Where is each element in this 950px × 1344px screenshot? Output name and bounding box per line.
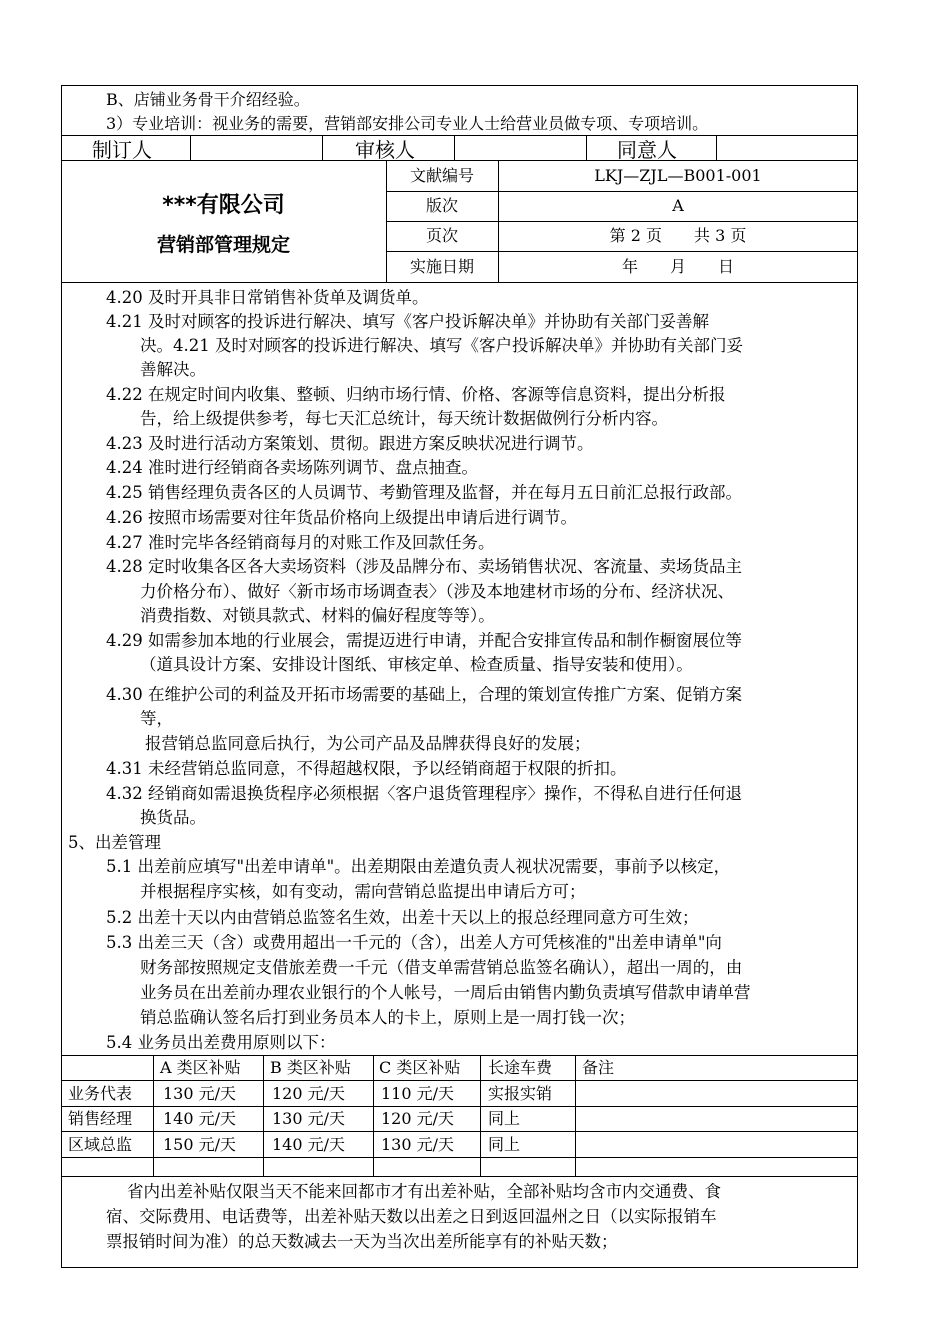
page-label: 页次 [425,226,458,245]
table-cell: 同上 [488,1109,521,1128]
body-line: 5.1 出差前应填写"出差申请单"。出差期限由差遣负责人视状况需要，事前予以核定， [106,857,731,876]
divider [61,1176,858,1177]
divider [454,135,455,160]
body-line: 4.24 准时进行经销商各卖场陈列调节、盘点抽查。 [106,458,478,477]
divider [190,135,191,160]
body-line: 5.4 业务员出差费用原则以下： [106,1033,336,1052]
body-line: 4.23 及时进行活动方案策划、贯彻。跟进方案反映状况进行调节。 [106,434,594,453]
body-line: 财务部按照规定支借旅差费一千元（借支单需营销总监签名确认），超出一周的，由 [140,958,743,977]
section-heading: 5、出差管理 [68,833,161,852]
divider [322,135,323,160]
body-line: 并根据程序实核，如有变动，需向营销总监提出申请后方可； [140,882,586,901]
divider [716,135,717,160]
divider [386,191,858,192]
document-title: 营销部管理规定 [156,234,290,256]
divider [263,1055,264,1176]
table-cell: 130 元/天 [163,1084,237,1103]
divider [153,1055,154,1176]
version-value: A [672,196,684,215]
footer-line: 省内出差补贴仅限当天不能来回都市才有出差补贴，全部补贴均含市内交通费、食 [127,1182,721,1201]
body-line: 业务员在出差前办理农业银行的个人帐号，一周后由销售内勤负责填写借款申请单营 [140,983,751,1002]
body-line: 4.26 按照市场需要对往年货品价格向上级提出申请后进行调节。 [106,508,577,527]
divider [61,1157,858,1158]
table-cell: 110 元/天 [381,1084,455,1103]
table-cell: 130 元/天 [381,1135,455,1154]
divider [575,1055,576,1176]
table-cell: 150 元/天 [163,1135,237,1154]
body-line: 报营销总监同意后执行，为公司产品及品牌获得良好的发展； [145,734,591,753]
divider [373,1055,374,1176]
table-cell: 业务代表 [68,1084,133,1103]
body-line: 4.27 准时完毕各经销商每月的对账工作及回款任务。 [106,533,495,552]
table-cell: 130 元/天 [272,1109,346,1128]
divider [61,135,858,136]
divider [61,282,858,283]
company-name: ***有限公司 [162,193,285,218]
body-line: 销总监确认签名后打到业务员本人的卡上，原则上是一周打钱一次； [140,1008,635,1027]
table-cell: 120 元/天 [272,1084,346,1103]
table-header-cell: C 类区补贴 [379,1058,461,1077]
body-line: 力价格分布）、做好〈新市场市场调查表〉（涉及本地建材市场的分布、经济状况、 [140,582,734,601]
body-line: 4.28 定时收集各区各大卖场资料（涉及品牌分布、卖场销售状况、客流量、卖场货品主 [106,557,742,576]
table-header-cell: A 类区补贴 [160,1058,241,1077]
table-cell: 区域总监 [68,1135,133,1154]
body-line: 4.31 未经营销总监同意，不得超越权限，予以经销商超于权限的折扣。 [106,759,627,778]
divider [386,251,858,252]
table-header-cell: 备注 [582,1058,615,1077]
page-value: 第 2 页 共 3 页 [609,226,747,245]
divider [480,1055,481,1176]
body-line: 5.2 出差十天以内由营销总监签名生效，出差十天以上的报总经理同意方可生效； [106,908,699,927]
table-cell: 实报实销 [488,1084,553,1103]
table-header-cell: B 类区补贴 [270,1058,351,1077]
approver-label: 同意人 [617,138,677,162]
body-line: 消费指数、对锁具款式、材料的偏好程度等等）。 [140,606,495,625]
footer-line: 票报销时间为准）的总天数减去一天为当次出差所能享有的补贴天数； [106,1232,618,1251]
version-label: 版次 [425,196,458,215]
table-header-cell: 长途车费 [488,1058,553,1077]
top-line-2: 3）专业培训：视业务的需要，营销部安排公司专业人士给营业员做专项、专项培训。 [106,114,709,133]
body-line: 4.25 销售经理负责各区的人员调节、考勤管理及监督，并在每月五日前汇总报行政部。 [106,483,742,502]
body-line: 4.20 及时开具非日常销售补货单及调货单。 [106,288,429,307]
body-line: 等， [140,709,173,728]
body-line: 4.22 在规定时间内收集、整顿、归纳市场行情、价格、客源等信息资料，提出分析报 [106,385,726,404]
body-line: 5.3 出差三天（含）或费用超出一千元的（含），出差人方可凭核准的"出差申请单"向 [106,933,722,952]
date-label: 实施日期 [409,257,474,276]
body-line: 决。4.21 及时对顾客的投诉进行解决、填写《客户投诉解决单》并协助有关部门妥 [140,336,743,355]
divider [586,135,587,160]
divider [61,1080,858,1081]
reviewer-label: 审核人 [355,138,415,162]
body-line: 4.30 在维护公司的利益及开拓市场需要的基础上，合理的策划宣传推广方案、促销方案 [106,685,742,704]
body-line: 4.21 及时对顾客的投诉进行解决、填写《客户投诉解决单》并协助有关部门妥善解 [106,312,709,331]
body-line: 4.32 经销商如需退换货程序必须根据〈客户退货管理程序〉操作，不得私自进行任何退 [106,784,742,803]
drafter-label: 制订人 [92,138,152,162]
divider [386,221,858,222]
body-line: 善解决。 [140,360,206,379]
body-line: 告，给上级提供参考，每七天汇总统计，每天统计数据做例行分析内容。 [140,409,668,428]
body-line: 换货品。 [140,808,206,827]
table-cell: 140 元/天 [272,1135,346,1154]
divider [61,160,858,161]
date-value: 年 月 日 [621,257,734,276]
body-line: （道具设计方案、安排设计图纸、审核定单、检查质量、指导安装和使用）。 [140,655,693,674]
table-cell: 同上 [488,1135,521,1154]
doc-no-value: LKJ—ZJL—B001-001 [594,166,762,185]
body-line: 4.29 如需参加本地的行业展会，需提迈进行申请，并配合安排宣传品和制作橱窗展位等 [106,631,742,650]
footer-line: 宿、交际费用、电话费等，出差补贴天数以出差之日到返回温州之日（以实际报销车 [106,1207,717,1226]
table-cell: 120 元/天 [381,1109,455,1128]
table-cell: 140 元/天 [163,1109,237,1128]
table-cell: 销售经理 [68,1109,133,1128]
divider [61,1131,858,1132]
top-line-1: B、店铺业务骨干介绍经验。 [106,90,310,109]
doc-no-label: 文献编号 [409,166,474,185]
